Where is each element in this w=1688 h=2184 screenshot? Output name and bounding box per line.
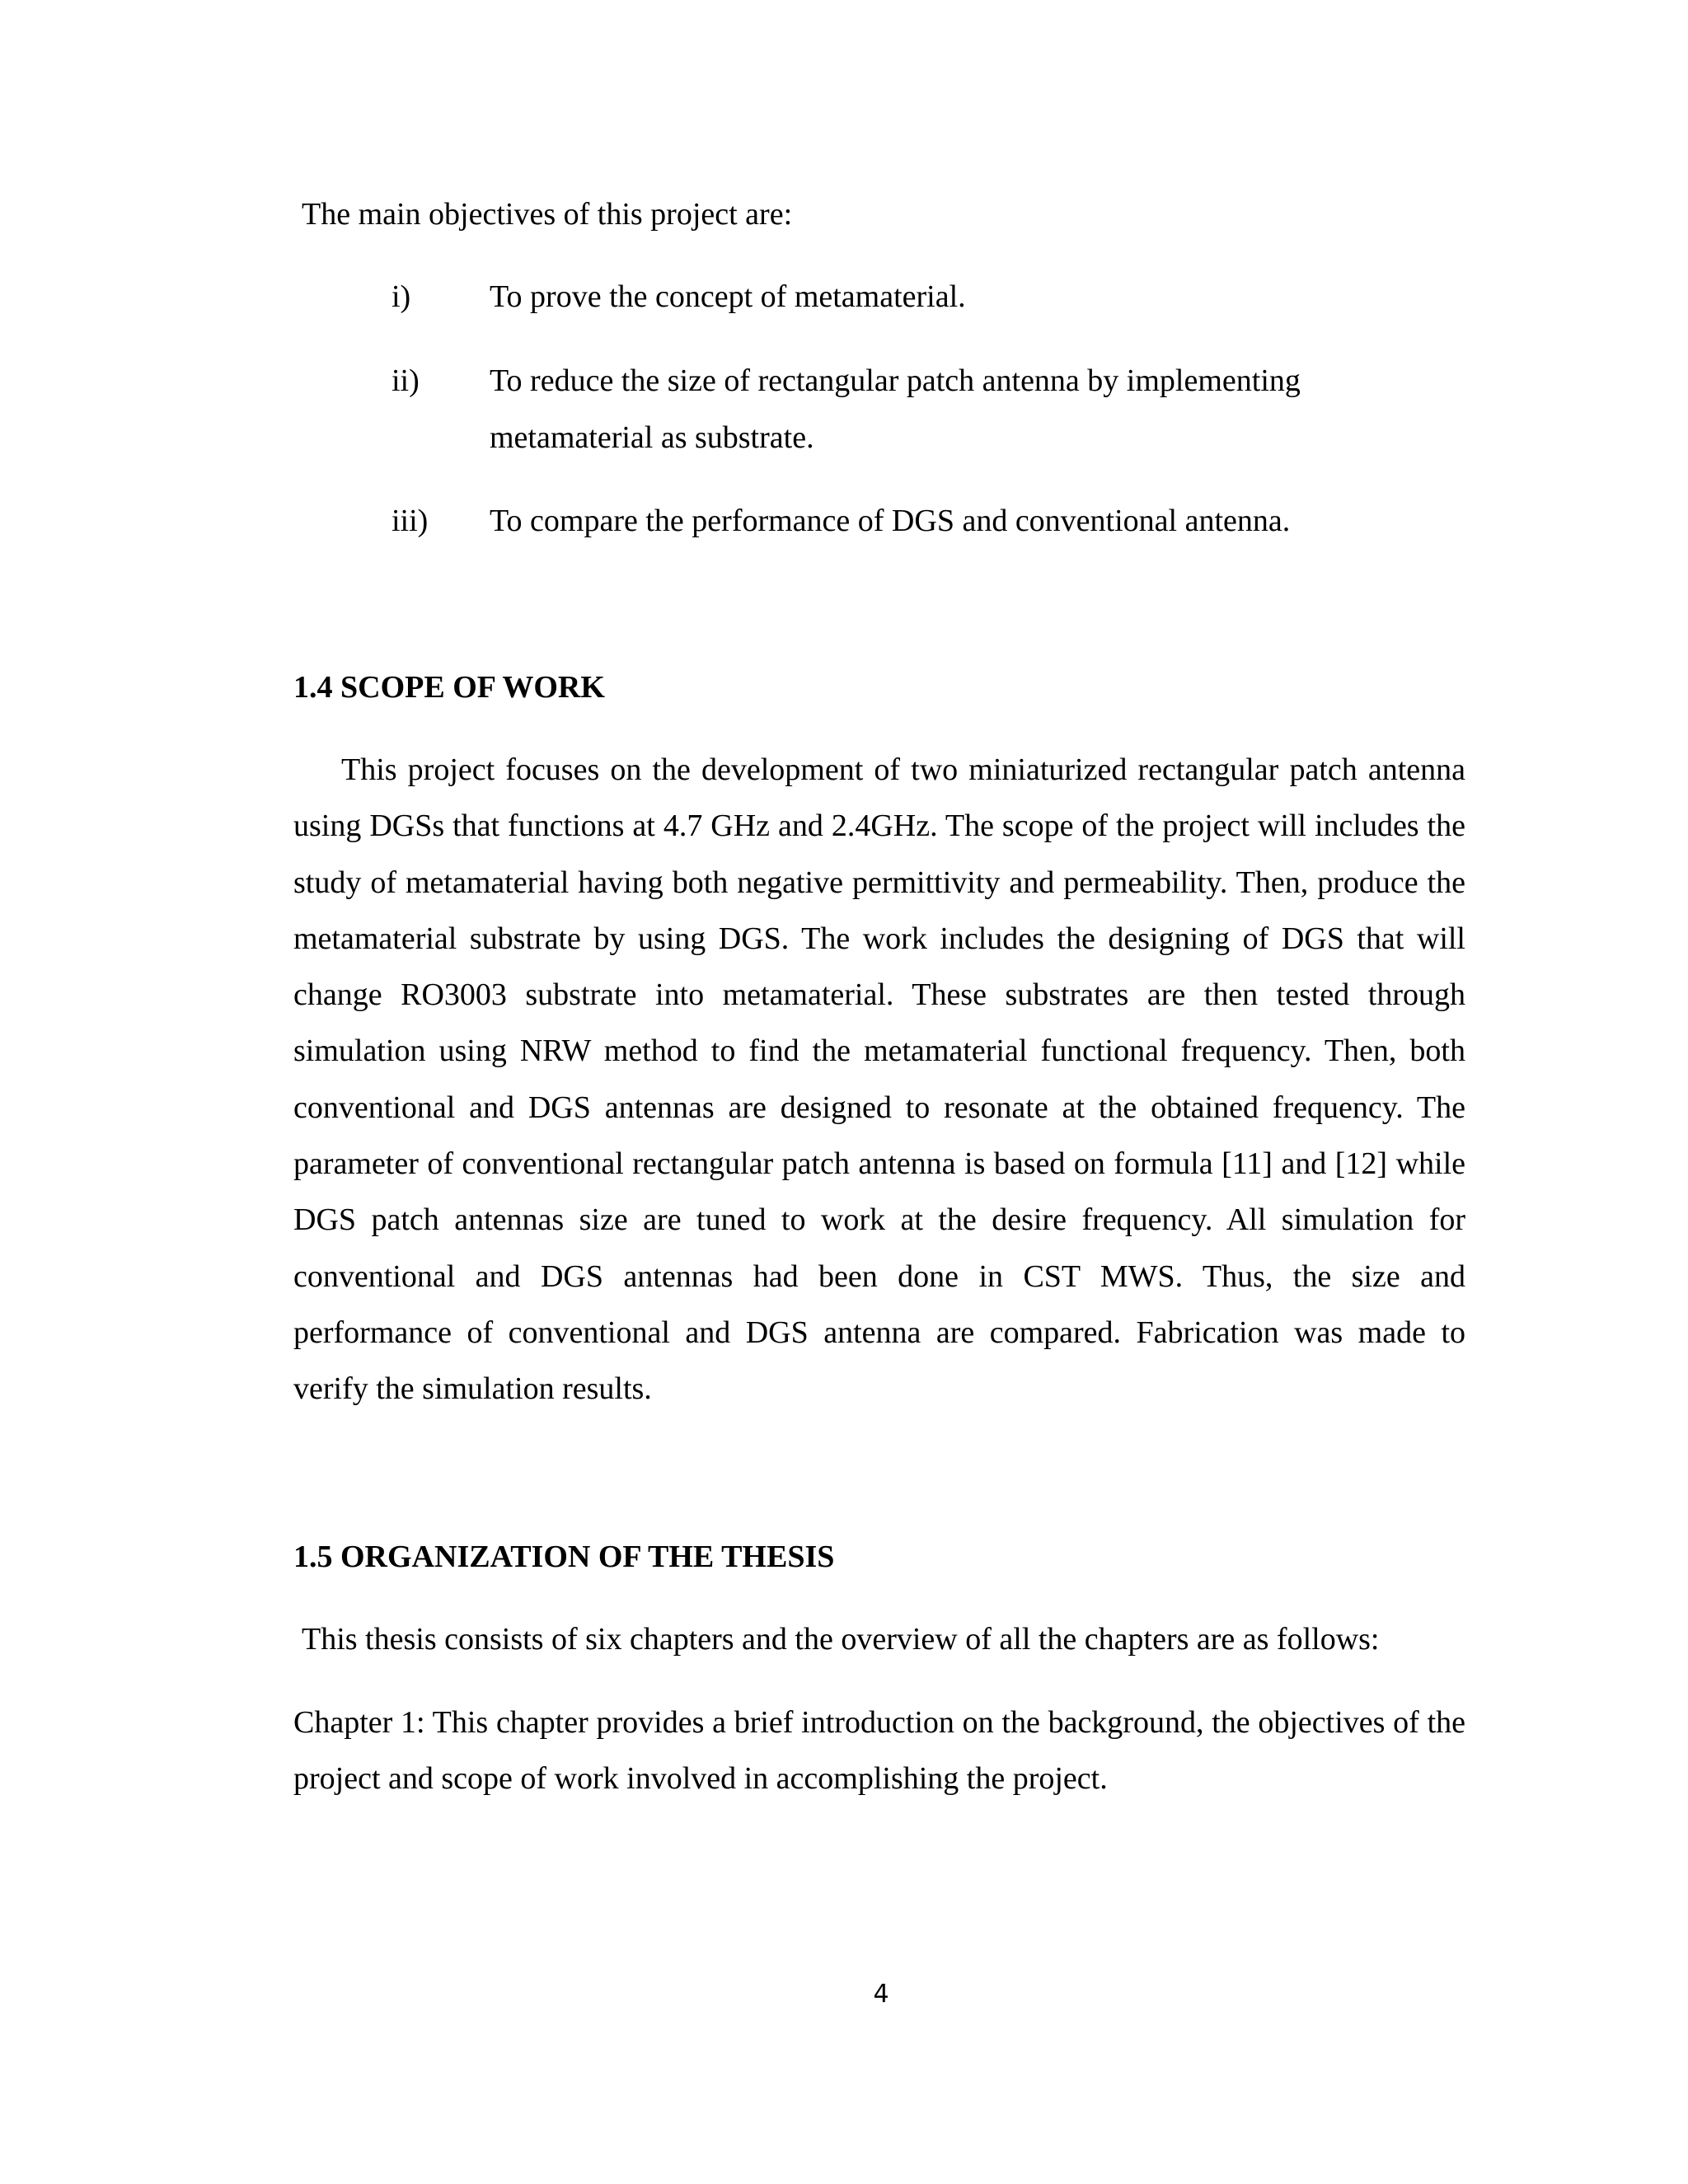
objective-number-1: i) [392,279,411,314]
scope-paragraph: This project focuses on the development of two miniaturized rectangular patch antenna using DGSs that functions at 4.7 GHz and 2.4GHz. The scope of the project will includes the study of metamaterial having both negative permittivity and permeability. Then, produce the metamaterial substrate by using DGS. The work includes the designing of DGS that will change RO3003 substrate into metamaterial. These substrates are then tested through simulation using NRW method to find the metamaterial functional frequency. Then, both conventional and DGS antennas are designed to resonate at the obtained frequency. The parameter of conventional rectangular patch antenna is based on formula [11] and [12] while DGS patch antennas size are tuned to work at the desire frequency. All simulation for conventional and DGS antennas had been done in CST MWS. Thus, the size and performance of conventional and DGS antenna are compared. Fabrication was made to verify the simulation results. [293,752,1465,1407]
objectives-intro: The main objectives of this project are: [302,197,793,232]
organization-intro: This thesis consists of six chapters and the overview of all the chapters are as follows: [302,1622,1380,1657]
objective-number-2: ii) [392,363,420,398]
objective-text-2-line-1: To reduce the size of rectangular patch antenna by implementing [490,363,1301,398]
chapter-1-overview: Chapter 1: This chapter provides a brief introduction on the background, the objectives of the project and scope of work involved in accomplishing the project. [293,1705,1465,1797]
objective-text-2-line-2: metamaterial as substrate. [490,420,814,455]
section-heading-scope: 1.4 SCOPE OF WORK [293,670,605,705]
section-heading-organization: 1.5 ORGANIZATION OF THE THESIS [293,1540,835,1574]
objective-number-3: iii) [392,504,429,538]
objective-text-3: To compare the performance of DGS and conventional antenna. [490,504,1291,538]
objective-text-1: To prove the concept of metamaterial. [490,279,966,314]
page-number: 4 [873,1980,889,2008]
